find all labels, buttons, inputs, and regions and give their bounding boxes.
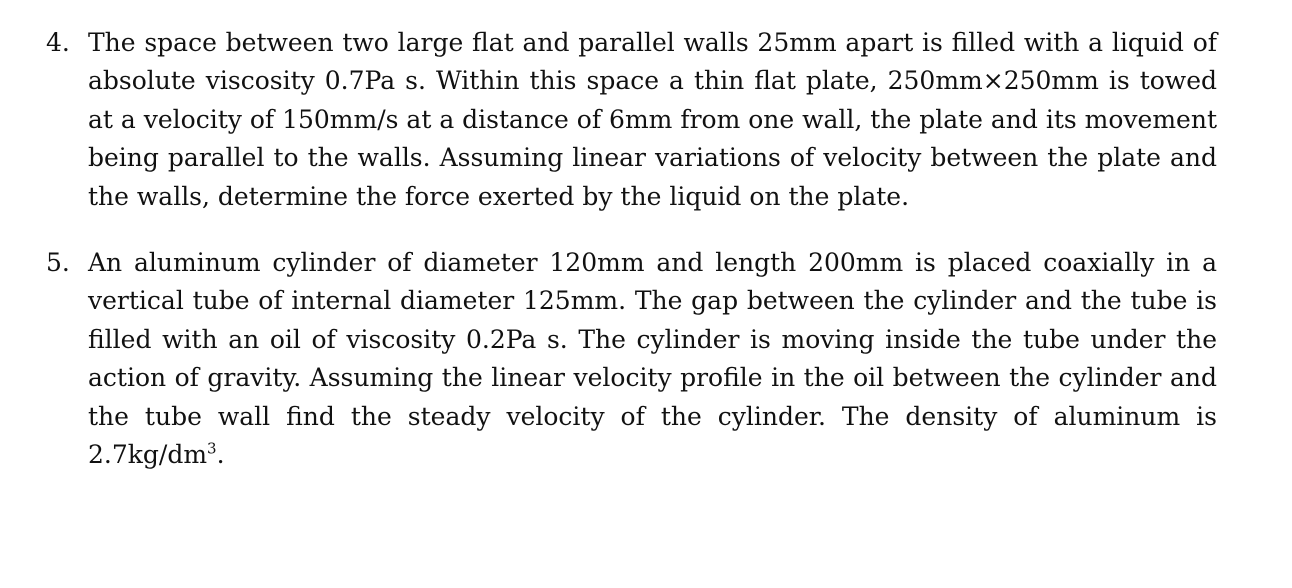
problem-text-main: An aluminum cylinder of diameter 120mm and length 200mm is placed coaxially in a vertical tube of internal diameter 125mm. The gap between the cylinder and the tube is filled with an oil of viscosity 0.2Pa s. The cylinder is moving inside the tube under the action of gravity. Assuming the linear velocity profile in the oil between the cylinder and the tube wall find the steady velocity of the cylinder. The density of aluminum is 2.7kg/dm [88, 248, 1217, 470]
problem-4 [46, 24, 1222, 216]
problem-list [46, 24, 1222, 474]
problem-text-end: . [216, 440, 225, 470]
problem-5 [46, 244, 1222, 474]
cubic-unit-superscript: 3 [207, 439, 217, 458]
problem-number: 4. [46, 28, 70, 57]
problem-number: 5. [46, 248, 70, 278]
problem-text [88, 244, 1217, 474]
problem-text: The space between two large flat and parallel walls 25mm apart is filled with a liquid of absolute viscosity 0.7Pa s. Within this space a thin flat plate, 250mm×250mm is towed at a velocity of 150mm/s at a distance of 6mm from one wall, the plate and its movement being parallel to the walls. Assuming linear variations of velocity between the plate and the walls, determine the force exerted by the liquid on the plate. [88, 28, 1217, 211]
